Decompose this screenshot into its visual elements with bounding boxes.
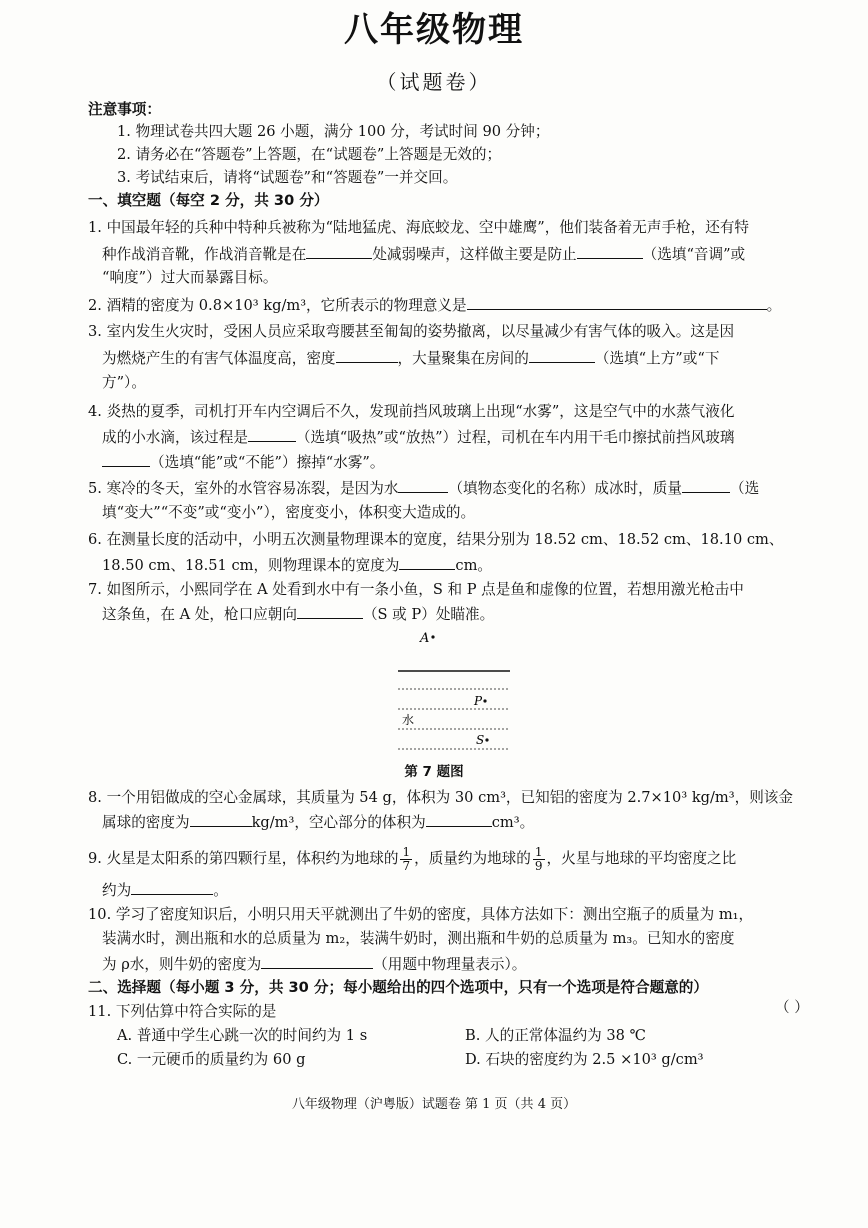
q4-line-3: [102, 452, 385, 473]
q9-text-d: 约为: [102, 882, 132, 899]
q10-text-b: （用题中物理量表示）。: [373, 956, 527, 973]
q4-line-2: [102, 427, 734, 448]
q11-option-c: C. 一元硬币的质量约为 60 g: [117, 1051, 306, 1068]
q1-line-1: 1. 中国最年轻的兵种中特种兵被称为“陆地猛虎、海底蛟龙、空中雄鹰”，他们装备着无声手枪，还有特: [88, 219, 750, 236]
q4-blank-2: [102, 452, 150, 467]
q8-text-b: kg/m³，空心部分的体积为: [251, 814, 426, 831]
q9-blank: [131, 880, 213, 895]
note-item-3: 3. 考试结束后，请将“试题卷”和“答题卷”一并交回。: [117, 169, 458, 186]
q9-text-a: 9. 火星是太阳系的第四颗行星，体积约为地球的: [88, 850, 399, 867]
q6-line-2: [102, 555, 492, 576]
figure-label-water: 水: [402, 713, 415, 727]
figure-label-s: S: [476, 733, 485, 747]
q3-blank-1: [336, 348, 398, 363]
q3-text-b: ，大量聚集在房间的: [397, 350, 529, 367]
q9-line-2: [102, 880, 228, 901]
q11-option-a: A. 普通中学生心跳一次的时间约为 1 s: [117, 1027, 368, 1044]
q9-fraction-2-num: 1: [534, 844, 543, 859]
q5-line-1: [88, 478, 759, 499]
q9-fraction-2-den: 9: [534, 858, 543, 873]
q1-text-a: 种作战消音靴，作战消音靴是在: [102, 246, 307, 263]
page-footer: 八年级物理（沪粤版）试题卷 第 1 页（共 4 页）: [291, 1097, 577, 1112]
q1-blank-2: [577, 244, 643, 259]
q4-text-a: 成的小水滴，该过程是: [102, 429, 248, 446]
q6-text-b: cm。: [455, 557, 493, 574]
q11-option-b: B. 人的正常体温约为 38 ℃: [465, 1027, 646, 1044]
q8-text-c: cm³。: [491, 814, 535, 831]
q2-blank: [467, 295, 767, 310]
page-title: 八年级物理: [344, 10, 524, 50]
q8-blank-1: [190, 812, 252, 827]
q5-blank-1: [398, 478, 448, 493]
q7-line-1: 7. 如图所示，小熙同学在 A 处看到水中有一条小鱼，S 和 P 点是鱼和虚像的位置，若想用激光枪击中: [88, 581, 744, 598]
q3-line-1: 3. 室内发生火灾时，受困人员应采取弯腰甚至匍匐的姿势撤离，以尽量减少有害气体的吸入。这是因: [88, 323, 735, 340]
point-a-dot: [431, 635, 434, 638]
q9-fraction-1: [400, 846, 412, 873]
q1-line-3: “响度”）过大而暴露目标。: [102, 269, 278, 286]
q10-line-3: [102, 954, 526, 975]
q5-line-2: 填“变大”“不变”或“变小”），密度变小，体积变大造成的。: [102, 504, 476, 521]
q3-line-2: [102, 348, 719, 369]
q5-text-c: （选: [729, 480, 760, 497]
q7-text-b: （S 或 P）处瞄准。: [362, 606, 495, 623]
q6-text-a: 18.50 cm、18.51 cm，则物理课本的宽度为: [102, 557, 400, 574]
q1-text-b: 处减弱噪声，这样做主要是防止: [372, 246, 577, 263]
q8-line-1: 8. 一个用铝做成的空心金属球，其质量为 54 g，体积为 30 cm³，已知铝的密度为 2.7×10³ kg/m³，则该金: [88, 789, 793, 806]
q7-line-2: [102, 604, 494, 625]
figure-label-a: A: [420, 631, 430, 646]
q9-fraction-1-den: 7: [402, 858, 411, 873]
note-item-1: 1. 物理试卷共四大题 26 小题，满分 100 分，考试时间 90 分钟；: [117, 123, 550, 140]
q7-figure: [390, 628, 520, 758]
q2-line: [88, 295, 781, 316]
q11-option-d: D. 石块的密度约为 2.5 ×10³ g/cm³: [465, 1051, 704, 1068]
q3-blank-2: [529, 348, 595, 363]
q1-line-2: [102, 244, 745, 265]
q8-blank-2: [426, 812, 492, 827]
q1-text-c: （选填“音调”或: [642, 246, 746, 263]
q9-fraction-1-num: 1: [402, 844, 411, 859]
q4-blank-1: [248, 427, 296, 442]
point-p-dot: [483, 699, 486, 702]
q2-text: 2. 酒精的密度为 0.8×10³ kg/m³，它所表示的物理意义是: [88, 297, 467, 314]
q7-blank: [297, 604, 363, 619]
q9-text-b: ，质量约为地球的: [414, 850, 531, 867]
q6-blank: [399, 555, 455, 570]
q11-answer-paren: （ ）: [775, 999, 809, 1016]
q5-blank-2: [682, 478, 730, 493]
q7-text-a: 这条鱼，在 A 处，枪口应朝向: [102, 606, 297, 623]
q2-end: 。: [766, 297, 782, 314]
notes-heading: 注意事项：: [88, 101, 161, 118]
q8-line-2: [102, 812, 534, 833]
q9-text-e: 。: [213, 882, 228, 899]
q3-line-3: 方”）。: [102, 374, 146, 391]
q10-text-a: 为 ρ水，则牛奶的密度为: [102, 956, 262, 973]
q5-text-a: 5. 寒冷的冬天，室外的水管容易冻裂，是因为水: [88, 480, 399, 497]
page-subtitle: （试题卷）: [376, 70, 492, 94]
q3-text-c: （选填“上方”或“下: [594, 350, 720, 367]
q4-text-b: （选填“吸热”或“放热”）过程，司机在车内用干毛巾擦拭前挡风玻璃: [295, 429, 735, 446]
point-s-dot: [485, 738, 488, 741]
q9-text-c: ，火星与地球的平均密度之比: [546, 850, 737, 867]
note-item-2: 2. 请务必在“答题卷”上答题，在“试题卷”上答题是无效的；: [117, 146, 502, 163]
q8-text-a: 属球的密度为: [102, 814, 190, 831]
q11-stem: 11. 下列估算中符合实际的是: [88, 1003, 277, 1020]
q10-line-1: 10. 学习了密度知识后，小明只用天平就测出了牛奶的密度，具体方法如下：测出空瓶子的质量为 m₁，: [88, 906, 754, 923]
q4-text-c: （选填“能”或“不能”）擦掉“水雾”。: [150, 454, 385, 471]
section-1-heading: 一、填空题（每空 2 分，共 30 分）: [88, 192, 329, 209]
q5-text-b: （填物态变化的名称）成冰时，质量: [448, 480, 682, 497]
q9-fraction-2: [533, 846, 545, 873]
figure-label-p: P: [474, 694, 483, 708]
q6-line-1: 6. 在测量长度的活动中，小明五次测量物理课本的宽度，结果分别为 18.52 cm、18.52 cm、18.10 cm、: [88, 531, 784, 548]
q4-line-1: 4. 炎热的夏季，司机打开车内空调后不久，发现前挡风玻璃上出现“水雾”，这是空气中的水蒸气液化: [88, 403, 735, 420]
q7-figure-caption: 第 7 题图: [404, 764, 464, 780]
q10-blank: [261, 954, 373, 969]
q3-text-a: 为燃烧产生的有害气体温度高，密度: [102, 350, 336, 367]
q9-line-1: [88, 844, 736, 874]
q1-blank-1: [306, 244, 372, 259]
q10-line-2: 装满水时，测出瓶和水的总质量为 m₂，装满牛奶时，测出瓶和牛奶的总质量为 m₃。已知水的密度: [102, 930, 735, 947]
section-2-heading: 二、选择题（每小题 3 分，共 30 分；每小题给出的四个选项中，只有一个选项是符合题意的）: [88, 979, 708, 996]
